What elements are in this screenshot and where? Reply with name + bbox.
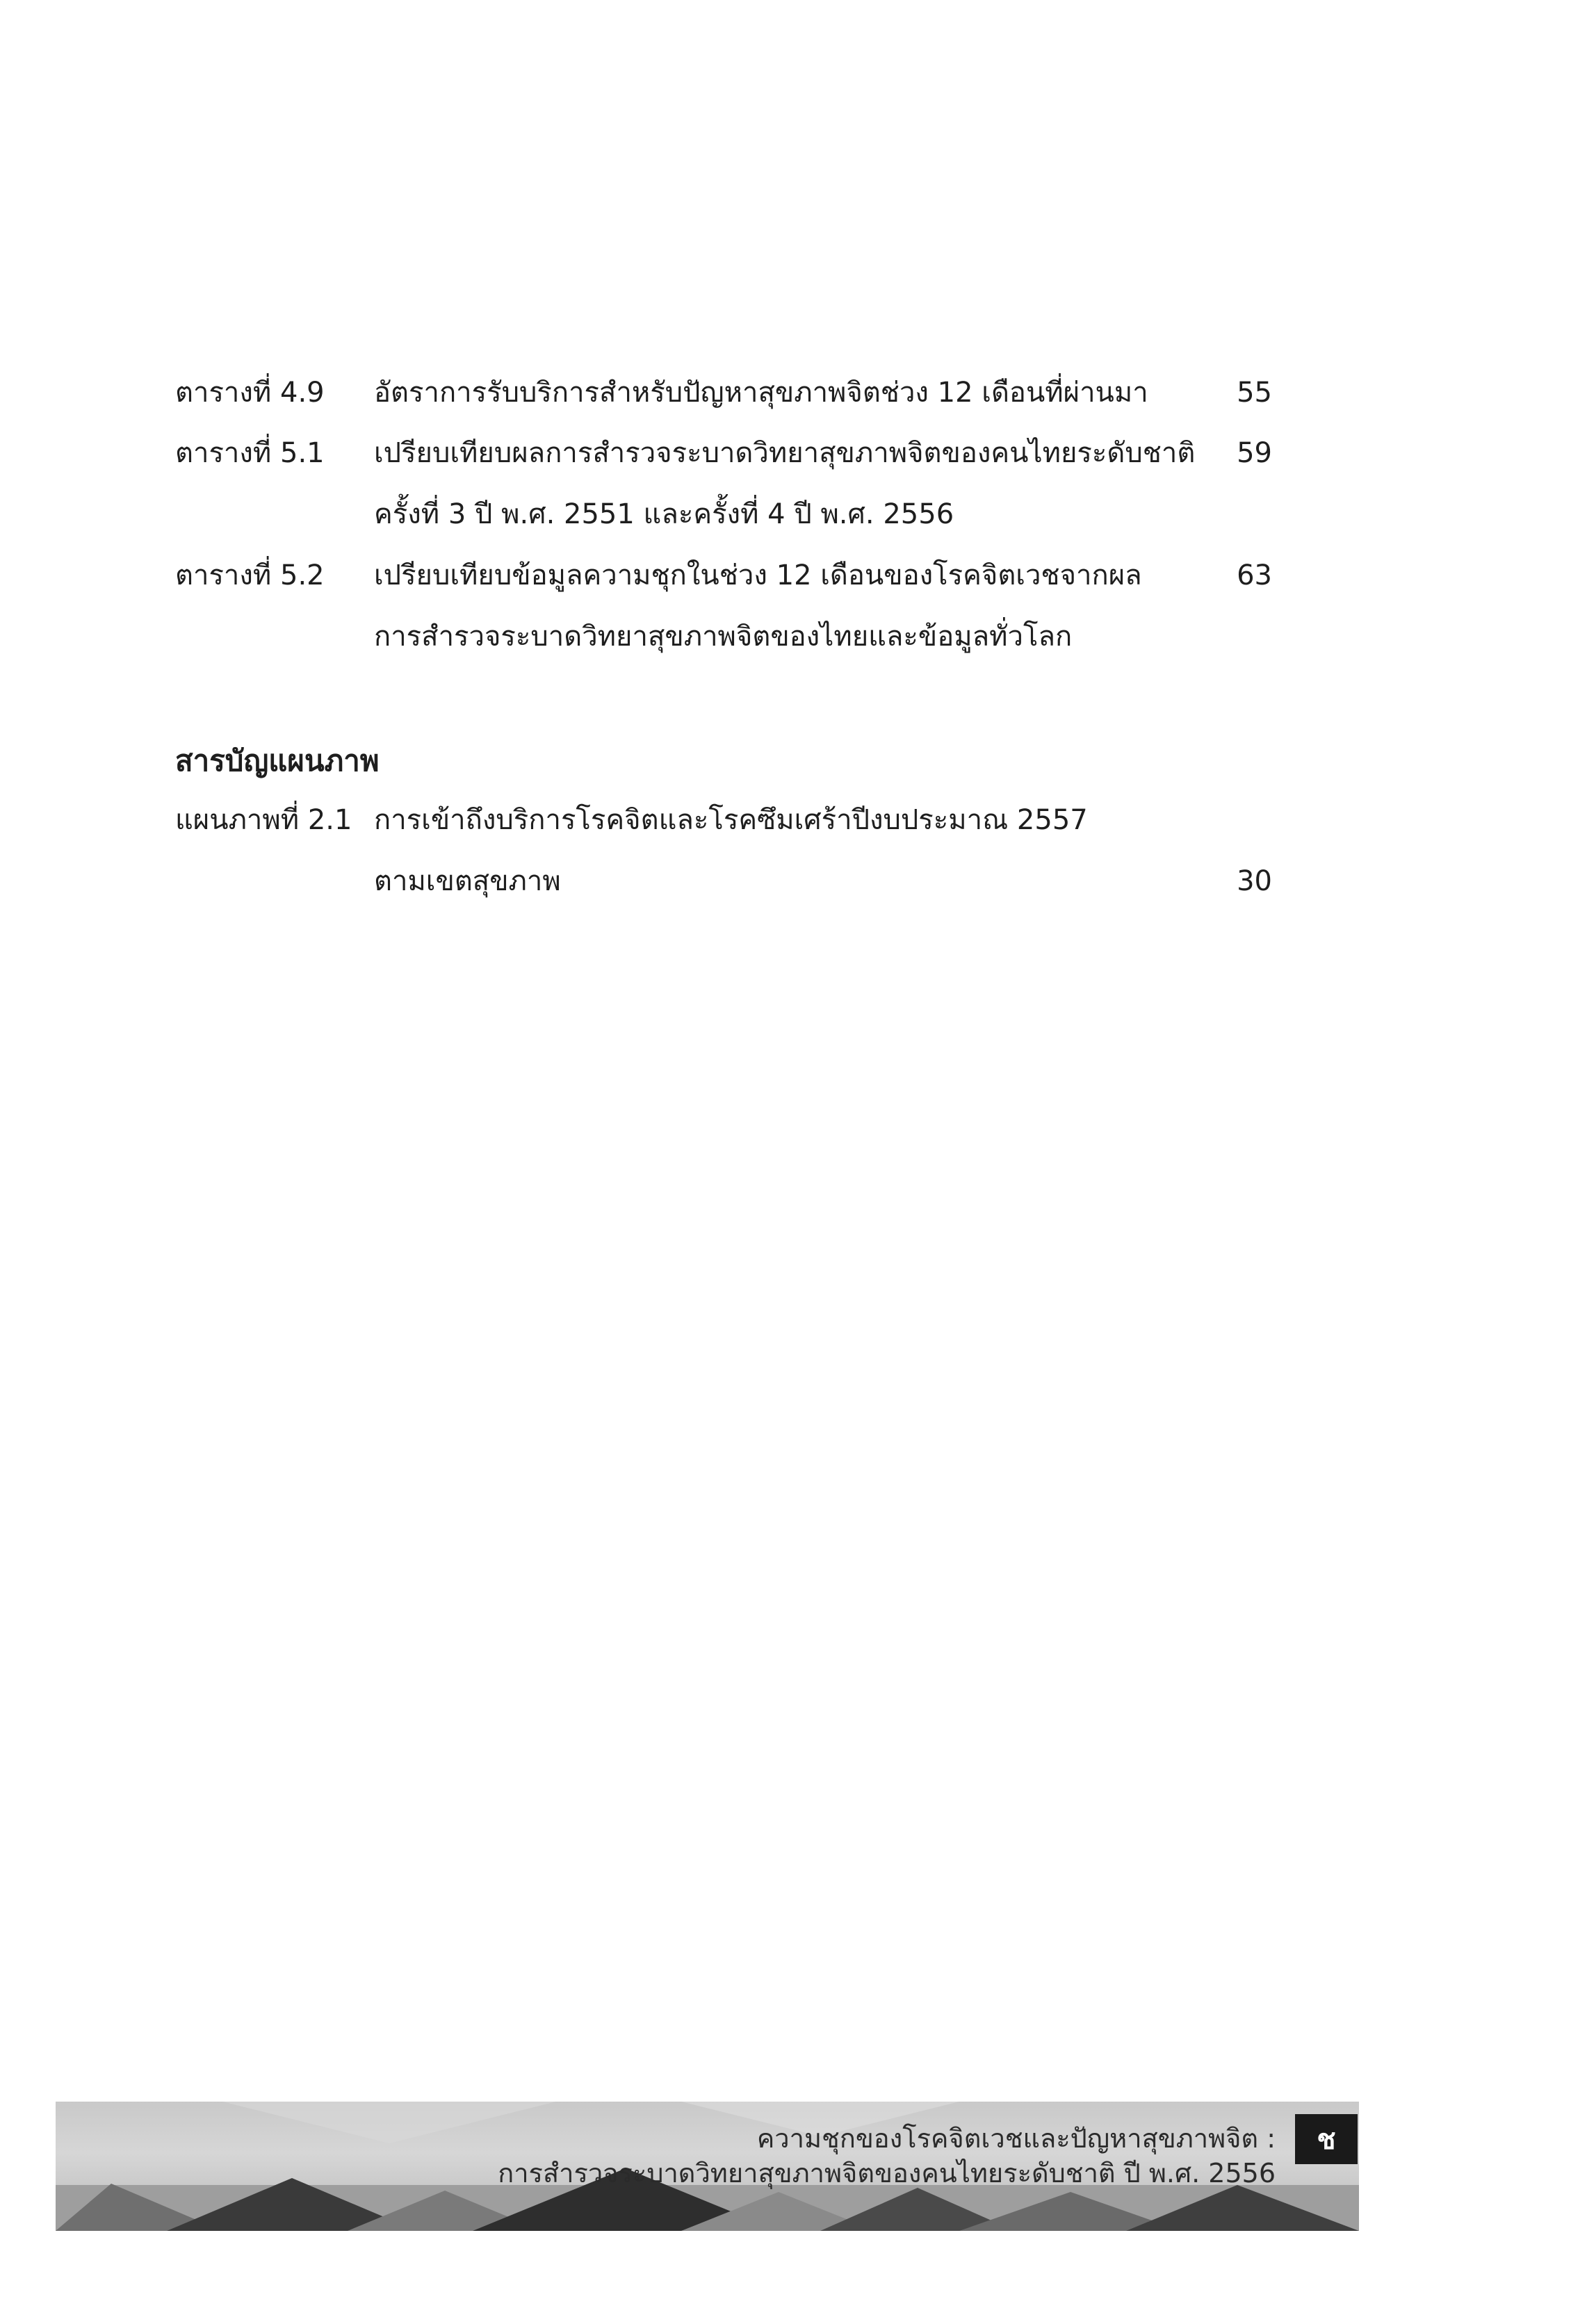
- toc-entry-page: 30: [1237, 865, 1272, 897]
- toc-entry-page: 55: [1237, 377, 1272, 409]
- toc-entry-title-continued: การสำรวจระบาดวิทยาสุขภาพจิตของไทยและข้อมูลทั่วโลก: [374, 621, 1073, 653]
- toc-entry-title: เปรียบเทียบข้อมูลความชุกในช่วง 12 เดือนของโรคจิตเวชจากผล: [374, 559, 1142, 591]
- toc-entry-title-continued: ครั้งที่ 3 ปี พ.ศ. 2551 และครั้งที่ 4 ปี พ.ศ. 2556: [374, 498, 954, 530]
- toc-entry-title: เปรียบเทียบผลการสำรวจระบาดวิทยาสุขภาพจิตของคนไทยระดับชาติ: [374, 437, 1196, 469]
- toc-entry-label: ตารางที่ 4.9: [175, 377, 325, 409]
- toc-entry-title-continued: ตามเขตสุขภาพ: [374, 865, 561, 897]
- toc-entry-title: การเข้าถึงบริการโรคจิตและโรคซึมเศร้าปีงบประมาณ 2557: [374, 804, 1088, 836]
- figures-section-heading: สารบัญแผนภาพ: [175, 744, 380, 778]
- footer-title-line-2: การสำรวจระบาดวิทยาสุขภาพจิตของคนไทยระดับชาติ ปี พ.ศ. 2556: [498, 2158, 1276, 2188]
- toc-entry-page: 63: [1237, 559, 1272, 591]
- footer-banner: [56, 2102, 1359, 2231]
- footer-title-line-1: ความชุกของโรคจิตเวชและปัญหาสุขภาพจิต :: [756, 2123, 1276, 2154]
- toc-entry-label: ตารางที่ 5.1: [175, 437, 325, 469]
- toc-entry-page: 59: [1237, 437, 1272, 469]
- toc-entry-title: อัตราการรับบริการสำหรับปัญหาสุขภาพจิตช่วง 12 เดือนที่ผ่านมา: [374, 377, 1148, 409]
- toc-entry-label: แผนภาพที่ 2.1: [175, 804, 352, 836]
- toc-entry-label: ตารางที่ 5.2: [175, 559, 325, 591]
- page-number-badge: ช: [1295, 2114, 1358, 2164]
